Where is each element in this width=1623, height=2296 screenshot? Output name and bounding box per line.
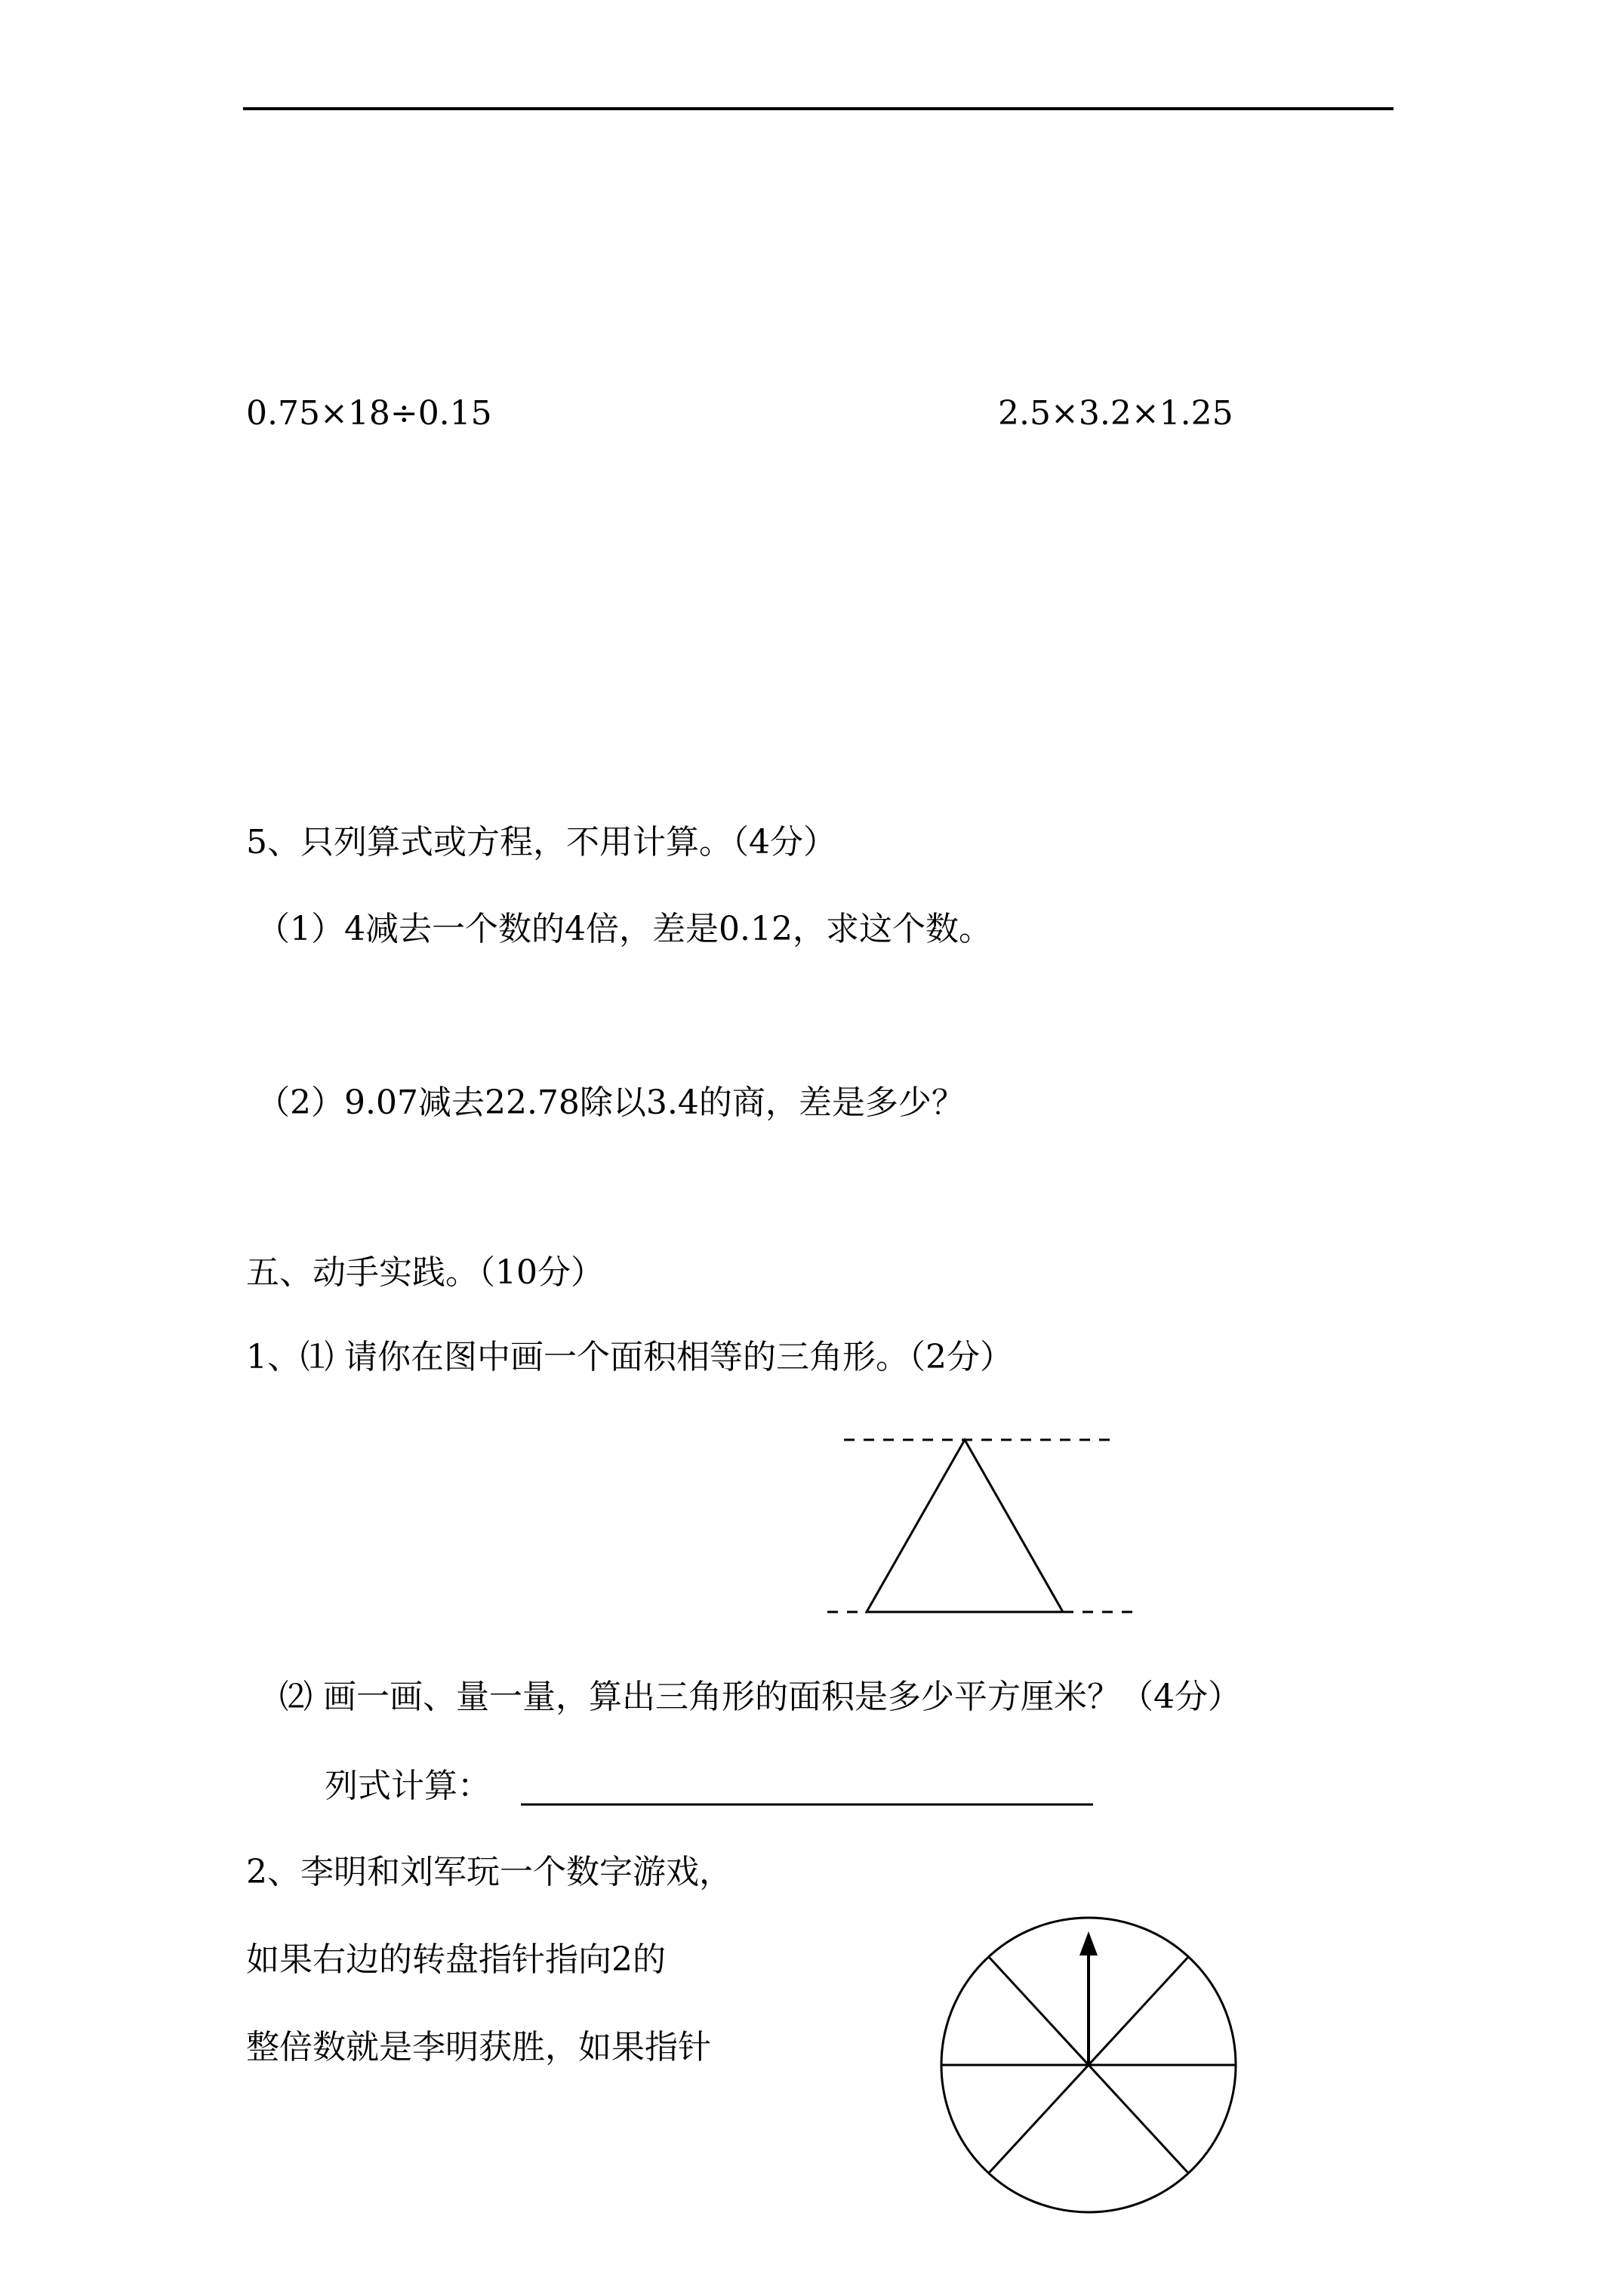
triangle-figure xyxy=(827,1440,1132,1612)
section-5-q1-part2: ⑵ 画一画、量一量，算出三角形的面积是多少平方厘米？（4分） xyxy=(279,1678,1241,1716)
section-5-q2-line-1: 2、李明和刘军玩一个数字游戏， xyxy=(246,1853,732,1891)
spinner-arrow-icon xyxy=(1079,1931,1098,1955)
section-5-q2-line-2: 如果右边的转盘指针指向2的 xyxy=(246,1940,666,1979)
triangle xyxy=(867,1440,1063,1612)
section-5-title: 五、动手实践。（10分） xyxy=(246,1253,604,1292)
question-5-item-2: （2）9.07减去22.78除以3.4的商，差是多少？ xyxy=(257,1083,965,1122)
section-5-q2-line-3: 整倍数就是李明获胜，如果指针 xyxy=(246,2028,711,2066)
question-5-title: 5、只列算式或方程，不用计算。（4分） xyxy=(246,823,836,861)
formula-label: 列式计算： xyxy=(325,1767,491,1805)
calc-expression-right: 2.5×3.2×1.25 xyxy=(998,394,1233,433)
question-5-item-1: （1）4减去一个数的4倍，差是0.12，求这个数。 xyxy=(257,910,992,948)
section-5-q1-part1: 1、⑴ 请你在图中画一个面积相等的三角形。（2分） xyxy=(246,1338,1013,1376)
calc-expression-left: 0.75×18÷0.15 xyxy=(246,394,492,433)
spinner-figure xyxy=(941,1918,1236,2212)
